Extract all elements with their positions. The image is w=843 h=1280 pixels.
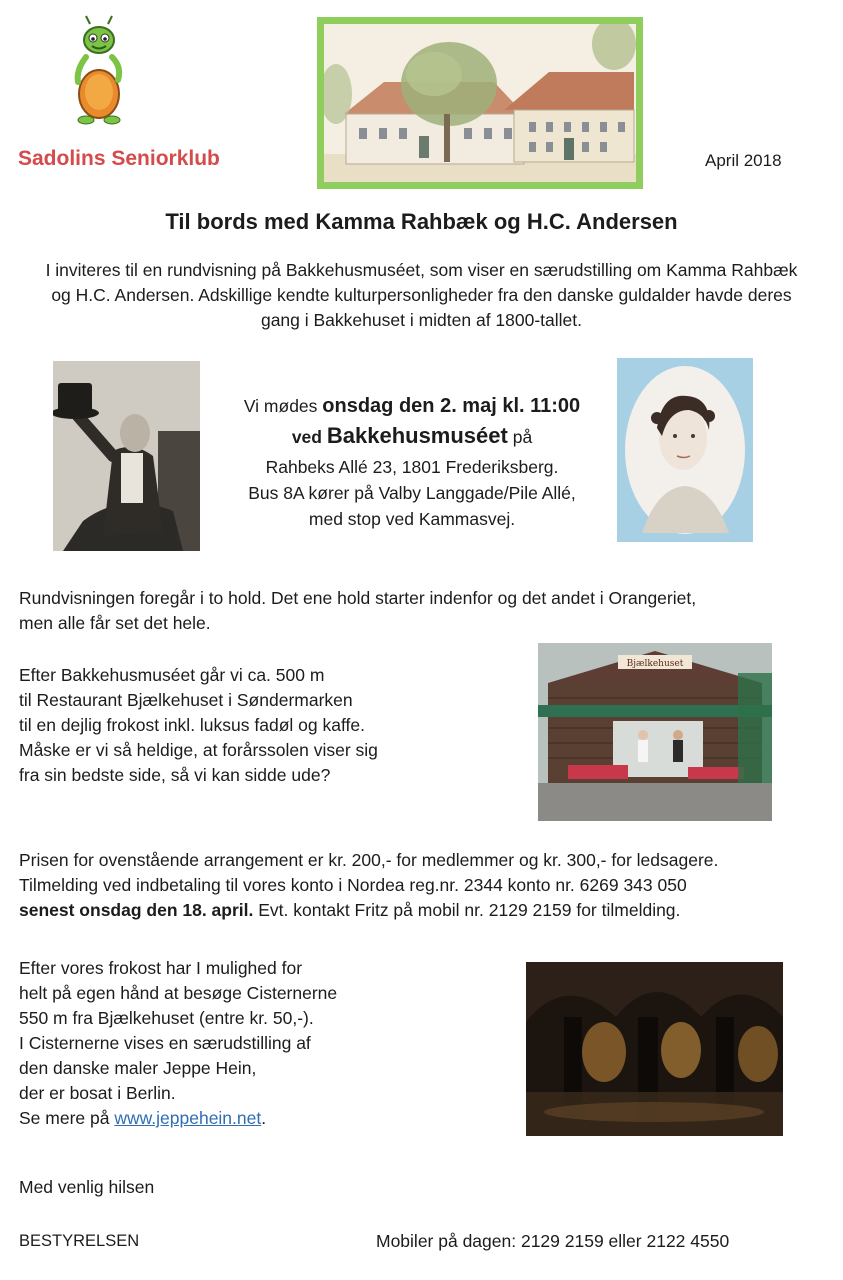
signature: BESTYRELSEN [19, 1232, 140, 1250]
meeting-address: Rahbeks Allé 23, 1801 Frederiksberg. [265, 457, 559, 477]
meeting-venue: Bakkehusmuséet [326, 423, 508, 448]
contact-line: Evt. kontakt Fritz på mobil nr. 2129 2159 for tilmelding. [253, 900, 681, 920]
tour-line: men alle får set det hele. [19, 613, 211, 633]
cisterns-line: helt på egen hånd at besøge Cisternerne [19, 983, 338, 1003]
restaurant-sign: Bjælkehuset [626, 659, 684, 669]
see-more-post: . [261, 1108, 267, 1128]
lunch-line: Efter Bakkehusmuséet går vi ca. 500 m [19, 665, 325, 685]
cisterns-line: den danske maler Jeppe Hein, [19, 1058, 257, 1078]
meeting-stop: med stop ved Kammasvej. [308, 509, 516, 529]
registration-line: Tilmelding ved indbetaling til vores konto i Nordea reg.nr. 2344 konto nr. 6269 343 050 [19, 875, 687, 895]
restaurant-photo [538, 643, 772, 821]
intro-paragraph: I inviteres til en rundvisning på Bakkehusmuséet, som viser en særudstilling om Kamma Rahbæk og H.C. Andersen. Adskillige kendte kulturpersonligheder fra den danske guldalder havde deres gang i Bakkehuset i midten af 1800-tallet. [45, 260, 798, 330]
meeting-line1-pre: Vi mødes [243, 396, 323, 416]
tour-paragraph [19, 586, 839, 636]
see-more-label: Se mere på [19, 1108, 115, 1128]
meeting-datetime: onsdag den 2. maj kl. 11:00 [322, 395, 581, 417]
meeting-bus: Bus 8A kører på Valby Langgade/Pile Allé, [248, 483, 576, 503]
price-line: Prisen for ovenstående arrangement er kr. 200,- for medlemmer og kr. 300,- for ledsagere. [19, 850, 719, 870]
bakkehuset-illustration [317, 17, 643, 189]
lunch-paragraph [19, 663, 519, 788]
lunch-line: Måske er vi så heldige, at forårssolen viser sig [19, 740, 378, 760]
meeting-line2-post: på [507, 427, 533, 447]
cisterns-line: 550 m fra Bjælkehuset (entre kr. 50,-). [19, 1008, 314, 1028]
price-paragraph [19, 848, 843, 923]
lunch-line: til en dejlig frokost inkl. luksus fadøl og kaffe. [19, 715, 365, 735]
meeting-line2-pre: ved [291, 427, 327, 447]
tour-line: Rundvisningen foregår i to hold. Det ene hold starter indenfor og det andet i Orangeriet, [19, 588, 697, 608]
turtle-logo [68, 12, 130, 127]
deadline: senest onsdag den 18. april. [19, 900, 254, 920]
hc-andersen-photo [53, 361, 200, 551]
cisterns-line: Efter vores frokost har I mulighed for [19, 958, 303, 978]
cisterns-photo [526, 962, 783, 1136]
meeting-info [212, 393, 612, 532]
lunch-line: fra sin bedste side, så vi kan sidde ude? [19, 765, 331, 785]
cisterns-paragraph [19, 956, 499, 1131]
cisterns-line: I Cisternerne vises en særudstilling af [19, 1033, 311, 1053]
greeting: Med venlig hilsen [19, 1177, 155, 1197]
cisterns-line: der er bosat i Berlin. [19, 1083, 176, 1103]
date: April 2018 [705, 151, 782, 170]
phone-numbers: Mobiler på dagen: 2129 2159 eller 2122 4550 [376, 1231, 730, 1251]
club-name: Sadolins Seniorklub [18, 147, 220, 170]
page-title: Til bords med Kamma Rahbæk og H.C. Andersen [165, 209, 678, 234]
lunch-line: til Restaurant Bjælkehuset i Søndermarken [19, 690, 353, 710]
jeppehein-link[interactable]: www.jeppehein.net [114, 1108, 262, 1128]
kamma-rahbaek-portrait [617, 358, 753, 542]
